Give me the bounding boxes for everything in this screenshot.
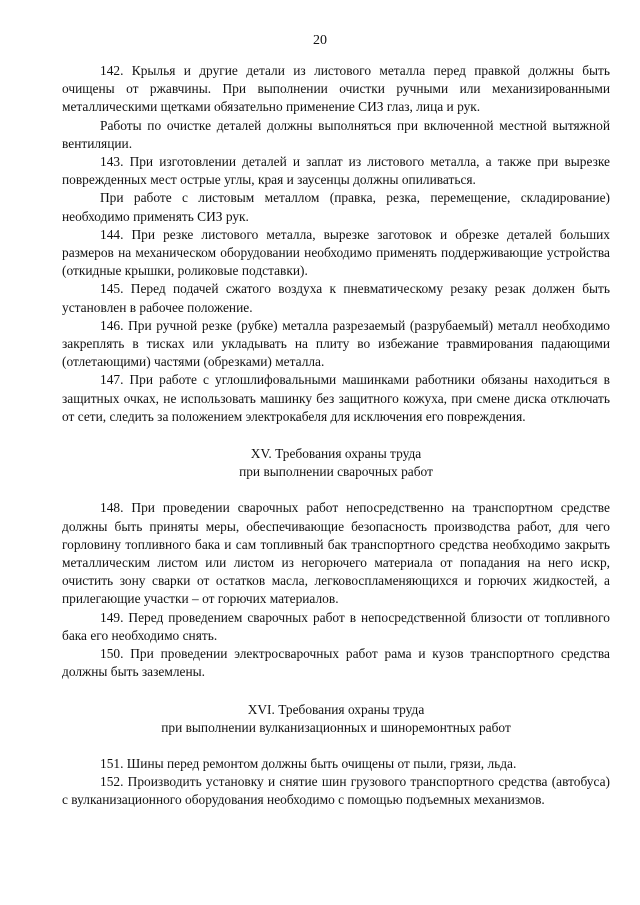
document-body [62, 62, 610, 810]
paragraph-146: 146. При ручной резке (рубке) металла разрезаемый (разрубаемый) металл необходимо закреплять в тисках или укладывать на плиту во избежание травмирования падающими (отлетающими) частями (обрезками) металла. [62, 317, 610, 370]
paragraph-147: 147. При работе с углошлифовальными машинками работники обязаны находиться в защитных очках, не использовать машинку без защитного кожуха, при смене диска отключать от сети, следить за положением электрокабеля для исключения его повреждения. [62, 372, 610, 424]
paragraph-151: 151. Шины перед ремонтом должны быть очищены от пыли, грязи, льда. [100, 755, 517, 771]
paragraph-143-cont: При работе с листовым металлом (правка, резка, перемещение, складирование) необходимо применять СИЗ рук. [62, 190, 610, 224]
paragraph-142-cont: Работы по очистке деталей должны выполняться при включенной местной вытяжной вентиляции. [62, 117, 610, 151]
section-xv-content [62, 499, 610, 681]
section-heading-xv [62, 445, 610, 481]
section-title-xvi-line1: XVI. Требования охраны труда [247, 701, 425, 717]
paragraph-145: 145. Перед подачей сжатого воздуха к пневматическому резаку резак должен быть установлен в рабочее положение. [62, 281, 610, 315]
paragraph-150: 150. При проведении электросварочных работ рама и кузов транспортного средства должны быть заземлены. [62, 646, 610, 680]
paragraph-148: 148. При проведении сварочных работ непосредственно на транспортном средстве должны быть приняты меры, обеспечивающие безопасность производства работ, для чего горловину топливного бака и сам топливный бак транспортного средства необходимо закрыть металлическим листом или листом из негорючего материала от попадания на него искр, очистить зону сварки от остатков масла, легковоспламеняющихся и горючих жидкостей, а прилегающие участки – от горючих материалов. [62, 500, 610, 607]
paragraph-142: 142. Крылья и другие детали из листового металла перед правкой должны быть очищены от ржавчины. При выполнении очистки ручными или механизированными металлическими щетками обязательно применение СИЗ глаз, лица и рук. [62, 63, 610, 115]
section-xvi-content [62, 755, 610, 810]
paragraph-144: 144. При резке листового металла, вырезке заготовок и обрезке деталей больших размеров на механическом оборудовании необходимо применять поддерживающие устройства (откидные крышки, роликовые подставки). [62, 226, 610, 279]
paragraph-143: 143. При изготовлении деталей и заплат из листового металла, а также при вырезке поврежденных мест острые углы, края и заусенцы должны опиливаться. [62, 154, 610, 188]
section-title-xv-line2: при выполнении сварочных работ [239, 464, 433, 480]
paragraph-149: 149. Перед проведением сварочных работ в непосредственной близости от топливного бака его необходимо снять. [62, 609, 610, 643]
section-title-xvi-line2: при выполнении вулканизационных и шиноремонтных работ [161, 719, 511, 735]
paragraph-152: 152. Производить установку и снятие шин грузового транспортного средства (автобуса) с вулканизационного оборудования необходимо с помощью подъемных механизмов. [62, 774, 610, 808]
section-heading-xvi [62, 701, 610, 737]
section-title-xv-line1: XV. Требования охраны труда [250, 446, 422, 462]
page-number: 20 [313, 33, 327, 48]
